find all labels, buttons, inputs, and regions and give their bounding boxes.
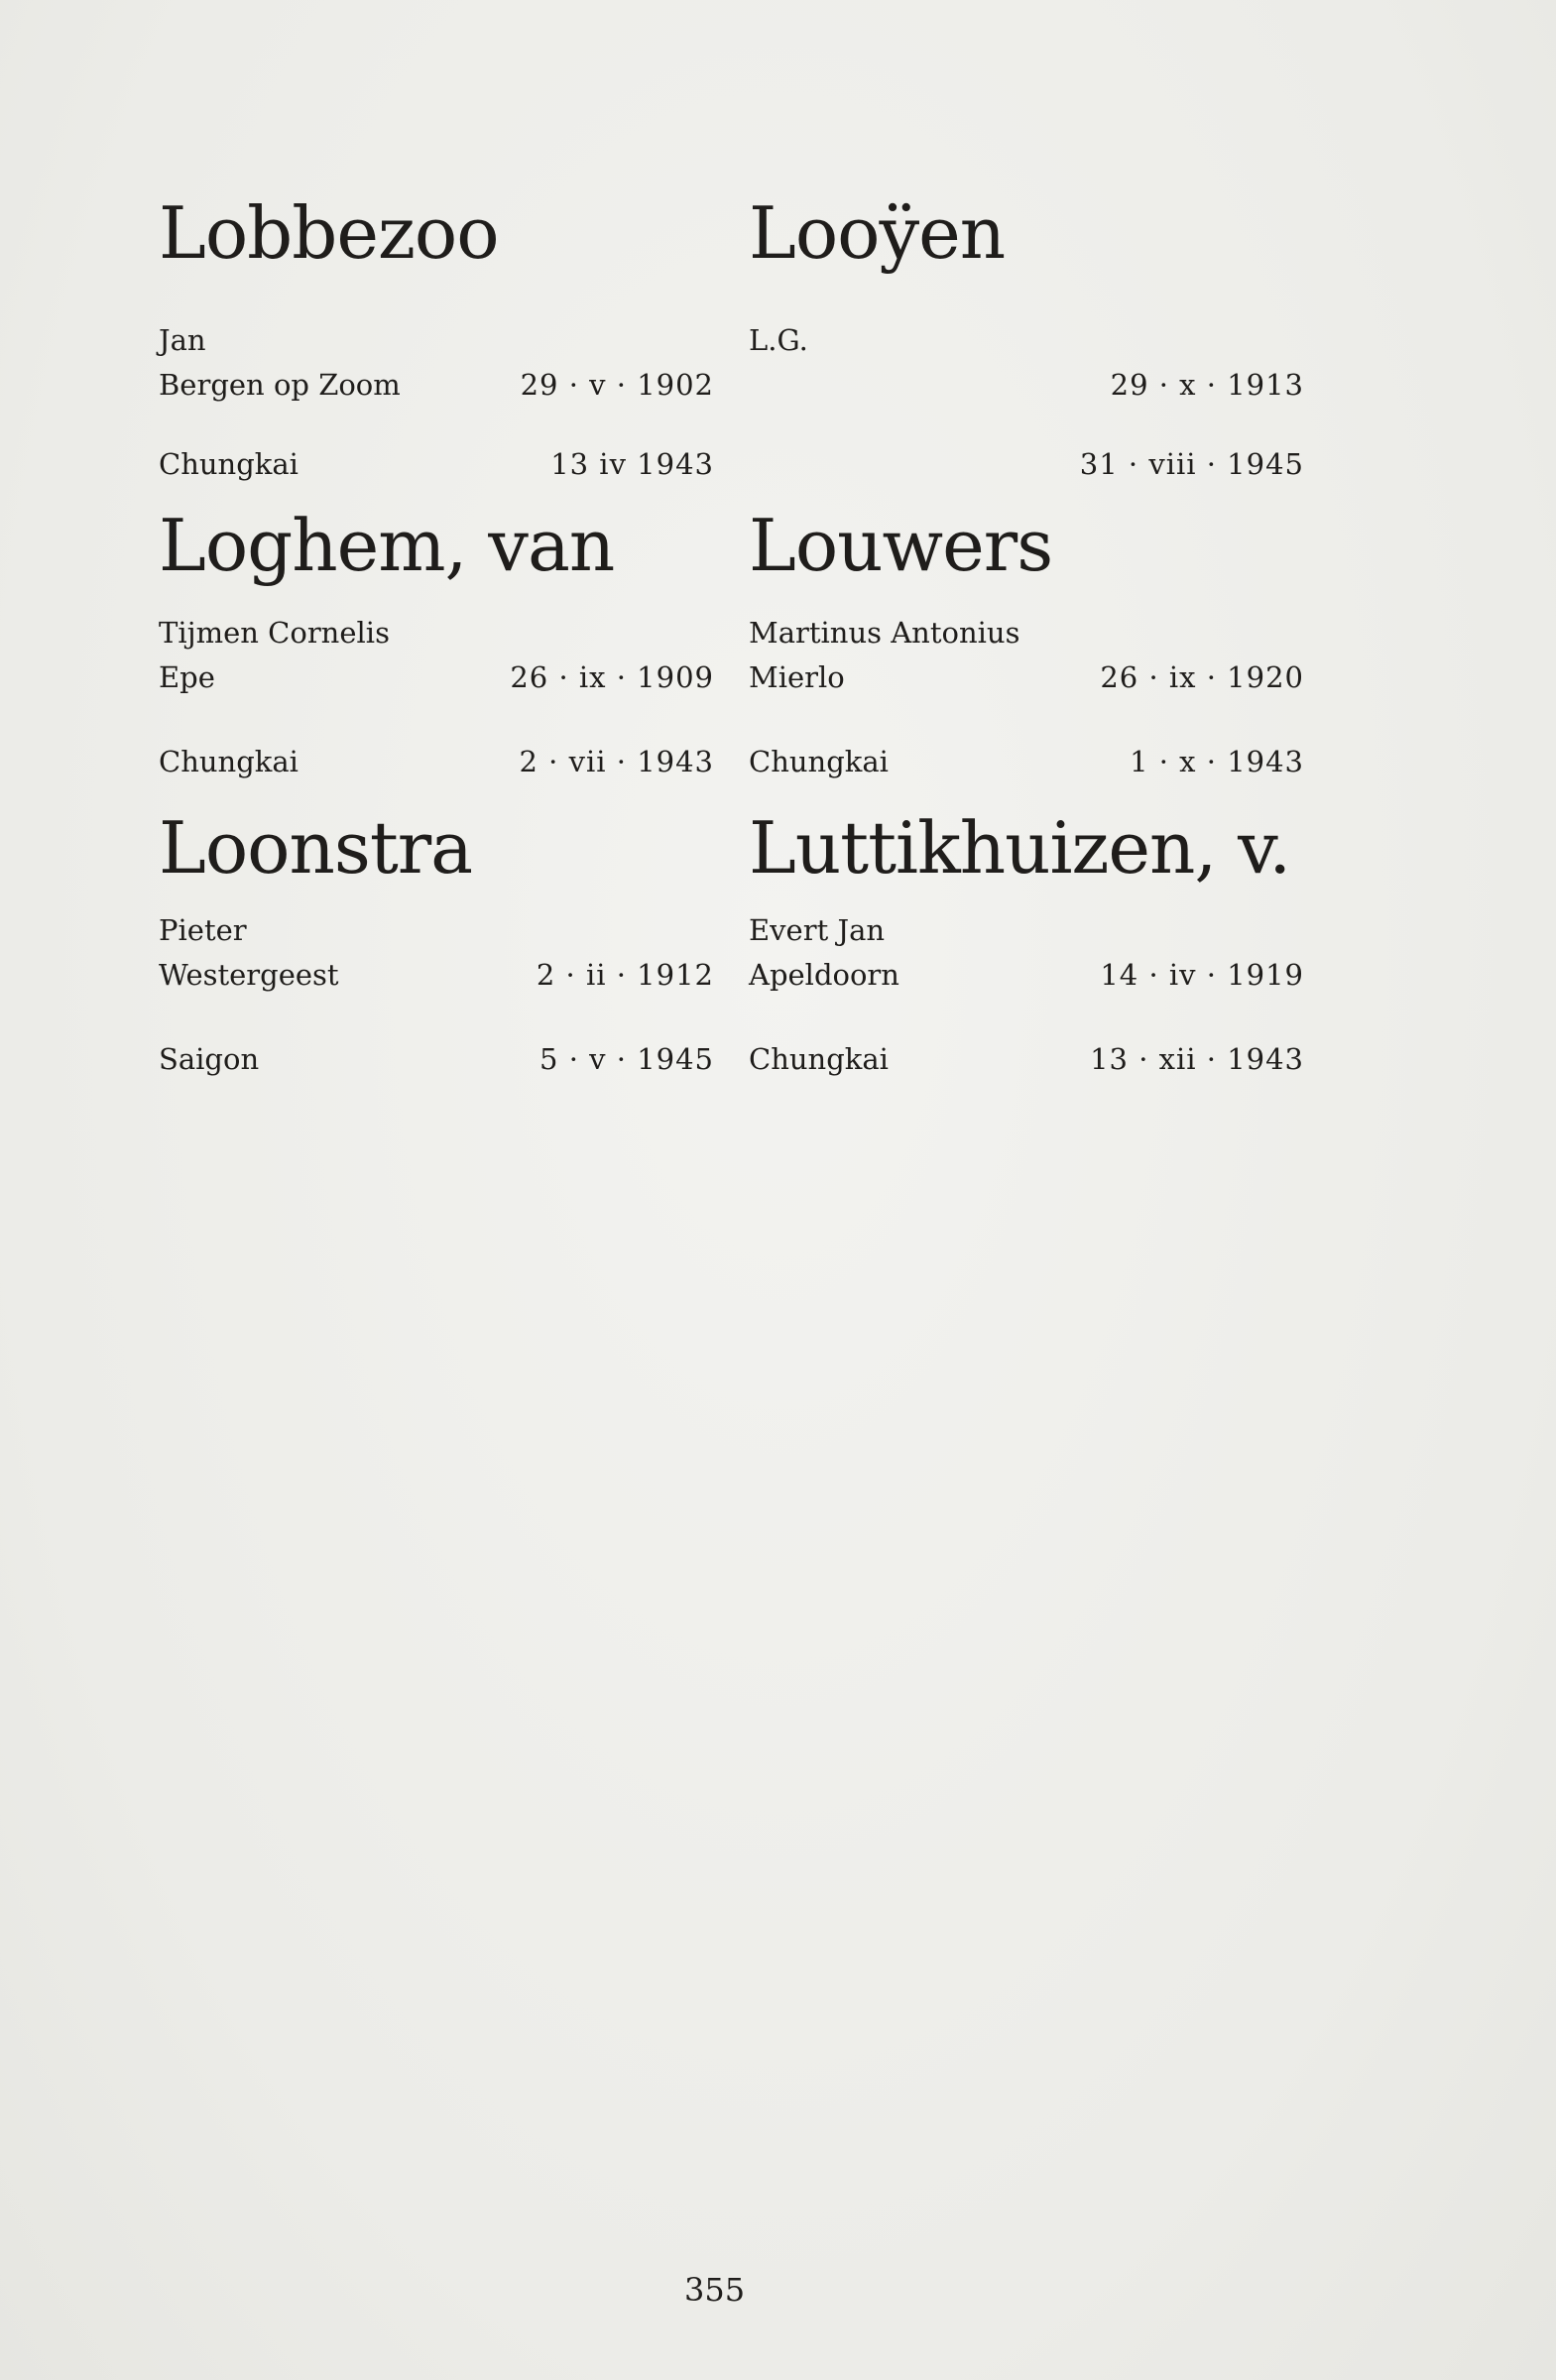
birth-date: 29 · x · 1913 [1110,368,1304,402]
birth-place: Bergen op Zoom [159,368,401,402]
death-place: Chungkai [159,447,299,481]
surname-heading: Luttikhuizen, v. [749,806,1291,890]
surname-heading: Looÿen [749,191,1006,275]
birth-date: 26 · ix · 1920 [1100,660,1304,694]
death-place: Saigon [159,1042,260,1076]
surname-heading: Loonstra [159,806,473,890]
death-date: 31 · viii · 1945 [1079,447,1304,481]
birth-place: Mierlo [749,660,845,694]
given-names: Jan [159,323,206,357]
birth-place: Apeldoorn [749,958,899,992]
death-date: 13 iv 1943 [550,447,714,481]
death-place: Chungkai [159,745,299,778]
death-date: 5 · v · 1945 [539,1042,714,1076]
birth-date: 26 · ix · 1909 [510,660,714,694]
death-date: 1 · x · 1943 [1130,745,1304,778]
given-names: L.G. [749,323,808,357]
birth-place: Epe [159,660,215,694]
birth-place: Westergeest [159,958,339,992]
surname-heading: Lobbezoo [159,191,499,275]
surname-heading: Louwers [749,504,1053,587]
death-date: 13 · xii · 1943 [1090,1042,1304,1076]
surname-heading: Loghem, van [159,504,615,587]
given-names: Martinus Antonius [749,616,1020,650]
given-names: Evert Jan [749,913,886,947]
birth-date: 29 · v · 1902 [520,368,714,402]
death-place: Chungkai [749,745,889,778]
death-place: Chungkai [749,1042,889,1076]
page-number: 355 [684,2271,746,2309]
given-names: Tijmen Cornelis [159,616,390,650]
birth-date: 2 · ii · 1912 [536,958,714,992]
death-date: 2 · vii · 1943 [519,745,714,778]
birth-date: 14 · iv · 1919 [1100,958,1304,992]
given-names: Pieter [159,913,247,947]
